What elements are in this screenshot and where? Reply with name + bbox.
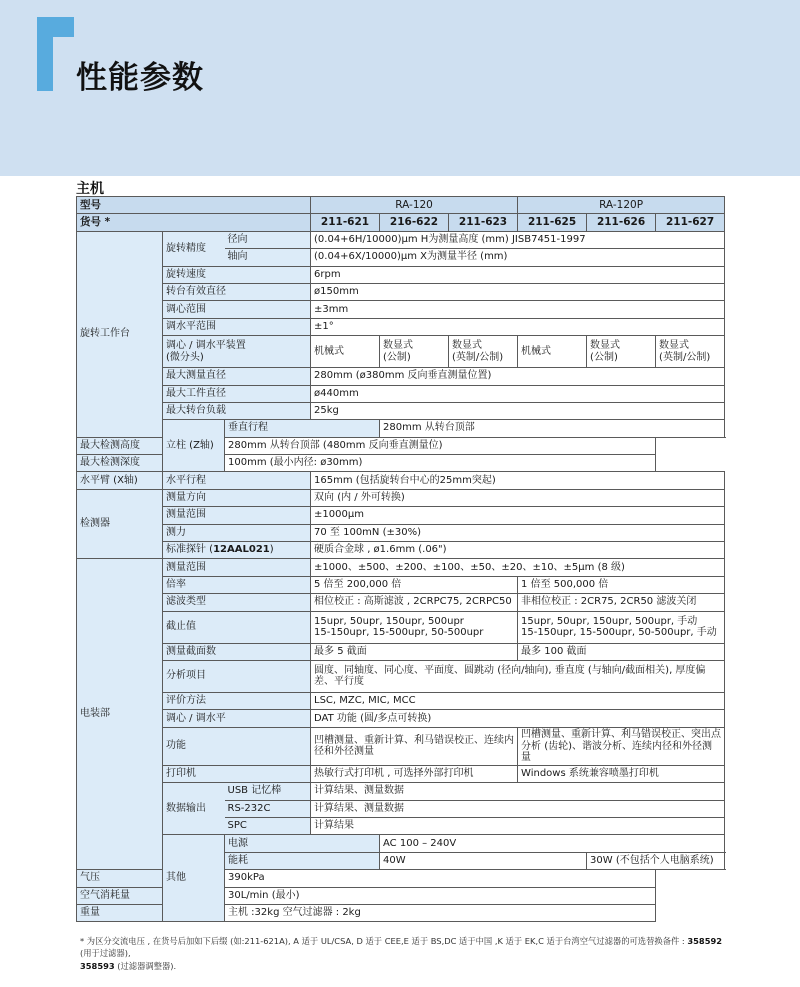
row-value: ±1000、±500、±200、±100、±50、±20、±10、±5μm (8 级) [311,559,725,576]
row-value: (0.04+6H/10000)μm H为测量高度 (mm) JISB7451-1997 [311,231,725,248]
row-value: 30W (不包括个人电脑系统) [587,852,725,869]
stylus-code: 12AAL021 [213,544,270,556]
row-value: 数显式 (公制) [380,336,449,368]
code-cell: 216-622 [380,214,449,231]
model-ra-120p: RA-120P [518,197,725,214]
row-label: 转台有效直径 [163,283,311,300]
row-value: 15upr, 50upr, 150upr, 500upr, 手动 15-150upr, 15-500upr, 50-500upr, 手动 [518,611,725,643]
footnote-text: * 为区分交流电压 , 在货号后加如下后缀 (如:211-621A), A 适于 UL/CSA, D 适于 CEE,E 适于 BS,DC 适于中国 ,K 适于 EK,C 适于台湾空气过滤器的可选替换备件 : [80,936,688,946]
row-value: 6rpm [311,266,725,283]
footnote-code-regulator: 358593 [80,960,115,971]
row-label: 截止值 [163,611,311,643]
row-label: 测量方向 [163,489,311,506]
table-row [77,472,725,489]
stylus-label-text: 标准探针 ( [166,544,214,556]
row-value: 280mm 从转台顶部 [380,420,725,437]
row-label: 评价方法 [163,692,311,709]
table-header-model-row [77,197,725,214]
table-row [77,455,725,472]
row-value: 5 倍至 200,000 倍 [311,576,518,593]
row-label: 调心范围 [163,301,311,318]
row-value: 390kPa [225,870,656,887]
row-value: 主机 :32kg 空气过滤器 : 2kg [225,904,656,921]
table-row [77,368,725,385]
row-label: 调心 / 调水平 [163,710,311,727]
row-value: 数显式 (英制/公制) [656,336,725,368]
row-label: 旋转速度 [163,266,311,283]
code-label: 货号 * [77,214,311,231]
row-label: 水平行程 [163,472,311,489]
code-cell: 211-623 [449,214,518,231]
row-label: 能耗 [225,852,380,869]
code-cell: 211-626 [587,214,656,231]
footnote [80,935,730,972]
table-row [77,266,725,283]
row-sublabel: USB 记忆棒 [225,783,311,800]
table-row [77,336,725,368]
group-arm: 水平臂 (X轴) [77,472,163,489]
table-row [77,420,725,437]
row-value: 数显式 (英制/公制) [449,336,518,368]
row-label: 功能 [163,727,311,765]
row-value: 非相位校正 : 2CR75, 2CR50 滤波关闭 [518,594,725,611]
row-value: 计算结果、测量数据 [311,800,725,817]
row-value: 机械式 [518,336,587,368]
group-detector: 检测器 [77,489,163,559]
row-value: 凹槽测量、重新计算、利马错误校正、连续内径和外径测量 [311,727,518,765]
row-value: 机械式 [311,336,380,368]
table-row [77,594,725,611]
row-value: 相位校正 : 高斯滤波 , 2CRPC75, 2CRPC50 [311,594,518,611]
row-value: (0.04+6X/10000)μm X为测量半径 (mm) [311,249,725,266]
group-other: 其他 [163,835,225,922]
table-row [77,318,725,335]
row-label: 电源 [225,835,380,852]
row-label: 打印机 [163,765,311,782]
row-label: 调水平范围 [163,318,311,335]
group-rotary-table: 旋转工作台 [77,231,163,437]
table-row [77,402,725,419]
row-value: 双向 (内 / 外可转换) [311,489,725,506]
row-sublabel: 轴向 [225,249,311,266]
row-value: ±1000μm [311,507,725,524]
row-value: 25kg [311,402,725,419]
footnote-end: (过滤器调整器). [114,960,177,971]
spec-table [76,196,725,922]
row-value: 凹槽测量、重新计算、利马错误校正、突出点分析 (齿轮)、谐波分析、连续内径和外径测量 [518,727,725,765]
row-sublabel: SPC [225,817,311,834]
table-row [77,231,725,248]
row-value: 280mm (ø380mm 反向垂直测量位置) [311,368,725,385]
table-row [77,783,725,800]
table-row [77,301,725,318]
row-label: 重量 [77,904,225,921]
row-value: 100mm (最小内径: ø30mm) [225,455,656,472]
row-value: 热敏行式打印机 , 可选择外部打印机 [311,765,518,782]
table-row [77,710,725,727]
row-sublabel: RS-232C [225,800,311,817]
table-row [77,611,725,643]
row-value: 40W [380,852,587,869]
table-row [77,507,725,524]
row-label: 最大工件直径 [163,385,311,402]
row-label: 旋转精度 [163,231,225,266]
row-label: 气压 [77,870,225,887]
table-row [77,385,725,402]
row-label: 空气消耗量 [77,887,225,904]
row-label: 最大转台负载 [163,402,311,419]
table-row [77,559,725,576]
row-value: 30L/min (最小) [225,887,656,904]
table-row [77,524,725,541]
row-value: 硬质合金球 , ø1.6mm (.06") [311,542,725,559]
row-label: 分析项目 [163,660,311,692]
row-value: 165mm (包括旋转台中心的25mm突起) [311,472,725,489]
row-value: AC 100 – 240V [380,835,725,852]
table-row [77,904,725,921]
section-title: 主机 [76,181,104,197]
footnote-mid: (用于过滤器), [80,948,131,959]
table-row [77,489,725,506]
row-value: 1 倍至 500,000 倍 [518,576,725,593]
table-row [77,727,725,765]
row-value: 计算结果 [311,817,725,834]
table-header-code-row [77,214,725,231]
table-row [77,835,725,852]
row-label: 最大检测深度 [77,455,225,472]
row-label: 调心 / 调水平装置 (微分头) [163,336,311,368]
table-row [77,283,725,300]
row-value: 280mm 从转台顶部 (480mm 反向垂直测量位) [225,437,656,454]
group-column: 立柱 (Z轴) [163,420,225,472]
row-value: 70 至 100mN (±30%) [311,524,725,541]
row-value: Windows 系统兼容喷墨打印机 [518,765,725,782]
row-value: 数显式 (公制) [587,336,656,368]
row-value: ø150mm [311,283,725,300]
table-row [77,765,725,782]
row-label: 倍率 [163,576,311,593]
page-title: 性能参数 [76,60,204,96]
table-row [77,660,725,692]
code-cell: 211-625 [518,214,587,231]
row-label: 滤波类型 [163,594,311,611]
table-row [77,692,725,709]
row-value: 计算结果、测量数据 [311,783,725,800]
code-cell: 211-627 [656,214,725,231]
row-value: ø440mm [311,385,725,402]
table-row [77,576,725,593]
model-label: 型号 [77,197,311,214]
row-label: 测力 [163,524,311,541]
table-row [77,542,725,559]
group-electrical: 电装部 [77,559,163,870]
row-value: 最多 5 截面 [311,643,518,660]
row-label: 最大检测高度 [77,437,225,454]
row-label-stylus [163,542,311,559]
stylus-label-close: ) [269,544,274,556]
row-label: 测量截面数 [163,643,311,660]
row-value: ±3mm [311,301,725,318]
code-cell: 211-621 [311,214,380,231]
row-label: 垂直行程 [225,420,380,437]
row-value: 圆度、同轴度、同心度、平面度、圆跳动 (径向/轴向), 垂直度 (与轴向/截面相关), 厚度偏差、平行度 [311,660,725,692]
header-accent-tab [37,17,74,37]
row-value: LSC, MZC, MIC, MCC [311,692,725,709]
table-row [77,887,725,904]
row-value: 最多 100 截面 [518,643,725,660]
row-label: 测量范围 [163,559,311,576]
footnote-code-filter: 358592 [687,936,723,946]
row-value: DAT 功能 (圆/多点可转换) [311,710,725,727]
row-value: ±1° [311,318,725,335]
row-label: 测量范围 [163,507,311,524]
row-label: 数据输出 [163,783,225,835]
row-sublabel: 径向 [225,231,311,248]
table-row [77,643,725,660]
row-label: 最大测量直径 [163,368,311,385]
model-ra-120: RA-120 [311,197,518,214]
row-value: 15upr, 50upr, 150upr, 500upr 15-150upr, 15-500upr, 50-500upr [311,611,518,643]
